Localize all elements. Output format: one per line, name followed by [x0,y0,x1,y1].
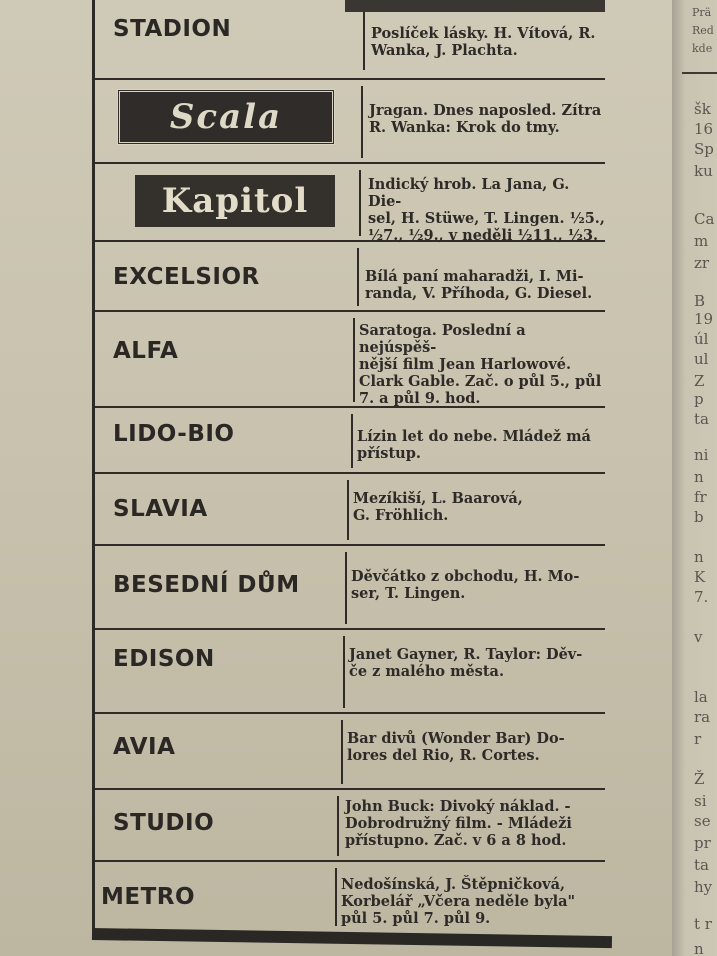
adjacent-text-fragment: Red [692,24,714,37]
listing-studio [95,790,605,862]
scala-logo-text: Scala [169,97,283,137]
column-divider [347,480,349,540]
adjacent-text-fragment: ra [694,708,711,726]
cinema-name: BESEDNÍ DŮM [113,572,300,598]
listing-slavia [95,474,605,546]
adjacent-text-fragment: t r [694,915,712,933]
adjacent-text-fragment: ta [694,410,709,428]
adjacent-text-fragment: Prä [692,6,712,19]
program-text: Janet Gayner, R. Taylor: Děv- če z malého města. [349,646,583,680]
column-divider [343,636,345,708]
adjacent-text-fragment: Ž [694,770,705,788]
adjacent-page-edge [672,0,717,956]
adjacent-text-fragment: hy [694,878,713,896]
program-text: Saratoga. Poslední a nejúspěš- nější film Jean Harlowové. Clark Gable. Zač. o půl 5., půl 7. a půl 9. hod. [359,322,602,407]
program-text: Jragan. Dnes naposled. Zítra R. Wanka: Krok do tmy. [369,102,602,136]
cinema-name: EXCELSIOR [113,264,260,290]
column-divider [351,414,353,468]
adjacent-text-fragment: n [694,548,704,566]
column-divider [363,12,365,70]
cinema-name: SLAVIA [113,496,208,522]
column-divider [345,552,347,624]
cinema-name: AVIA [113,734,176,760]
adjacent-text-fragment: K [694,568,706,586]
listing-avia [95,714,605,790]
program-text: Lízin let do nebe. Mládež má přístup. [357,428,591,462]
listing-edison [95,630,605,714]
bottom-border-rule [92,928,612,948]
cinema-name: STUDIO [113,810,215,836]
adjacent-text-fragment: kde [692,42,713,55]
cinema-name: ALFA [113,338,179,364]
adjacent-text-fragment: pr [694,834,711,852]
column-divider [335,868,337,926]
adjacent-text-fragment: v [694,628,703,646]
adjacent-text-fragment: 16 [694,120,714,138]
program-text: John Buck: Divoký náklad. - Dobrodružný film. - Mládeži přístupno. Zač. v 6 a 8 hod. [345,798,572,849]
program-text: Nedošínská, J. Štěpničková, Korbelář „Včera neděle byla" půl 5. půl 7. půl 9. [341,876,576,927]
adjacent-text-fragment: n [694,468,704,486]
adjacent-text-fragment: p [694,390,704,408]
listing-kapitol [95,164,605,242]
listing-excelsior [95,242,605,312]
scala-logo [117,89,335,145]
kapitol-logo [135,175,335,227]
listing-besedni-dum [95,546,605,630]
adjacent-text-fragment: šk [694,100,711,118]
column-divider [357,248,359,306]
adjacent-text-fragment: ni [694,446,709,464]
listing-alfa [95,312,605,408]
column-divider [337,796,339,856]
program-text: Bílá paní maharadži, I. Mi- randa, V. Příhoda, G. Diesel. [365,268,593,302]
program-text: Indický hrob. La Jana, G. Die- sel, H. Stüwe, T. Lingen. ½5., ½7., ½9., v neděli ½11., ½3. [368,176,605,244]
adjacent-text-fragment: ku [694,162,713,180]
adjacent-text-fragment: m [694,232,709,250]
adjacent-text-fragment: úl [694,330,709,348]
adjacent-text-fragment: n [694,940,704,956]
adjacent-text-fragment: si [694,792,707,810]
adjacent-text-fragment: ul [694,350,709,368]
listing-stadion [95,0,605,80]
cinema-name: METRO [101,884,196,910]
listing-lido-bio [95,408,605,474]
program-text: Děvčátko z obchodu, H. Mo- ser, T. Lingen. [351,568,580,602]
adjacent-text-fragment: zr [694,254,710,272]
program-text: Bar divů (Wonder Bar) Do- lores del Rio, R. Cortes. [347,730,565,764]
adjacent-text-fragment: b [694,508,704,526]
adjacent-text-fragment: Ca [694,210,715,228]
adjacent-text-fragment: 7. [694,588,709,606]
adjacent-text-fragment: B [694,292,706,310]
column-divider [353,318,355,402]
kapitol-logo-text: Kapitol [161,181,309,221]
cinema-name: STADION [113,16,232,42]
program-text: Poslíček lásky. H. Vítová, R. Wanka, J. Plachta. [371,25,596,59]
column-divider [359,170,361,236]
listing-metro [95,862,605,928]
column-divider [341,720,343,784]
adjacent-text-fragment: se [694,812,711,830]
adjacent-text-fragment: 19 [694,310,714,328]
cinema-name: LIDO-BIO [113,421,235,447]
listing-scala [95,80,605,164]
adjacent-rule [682,72,717,74]
column-divider [361,86,363,158]
adjacent-text-fragment: Sp [694,140,714,158]
adjacent-text-fragment: Z [694,372,705,390]
adjacent-text-fragment: fr [694,488,707,506]
program-text: Mezíkiší, L. Baarová, G. Fröhlich. [353,490,523,524]
adjacent-text-fragment: ta [694,856,709,874]
adjacent-text-fragment: la [694,688,708,706]
cinema-name: EDISON [113,646,215,672]
adjacent-text-fragment: r [694,730,702,748]
